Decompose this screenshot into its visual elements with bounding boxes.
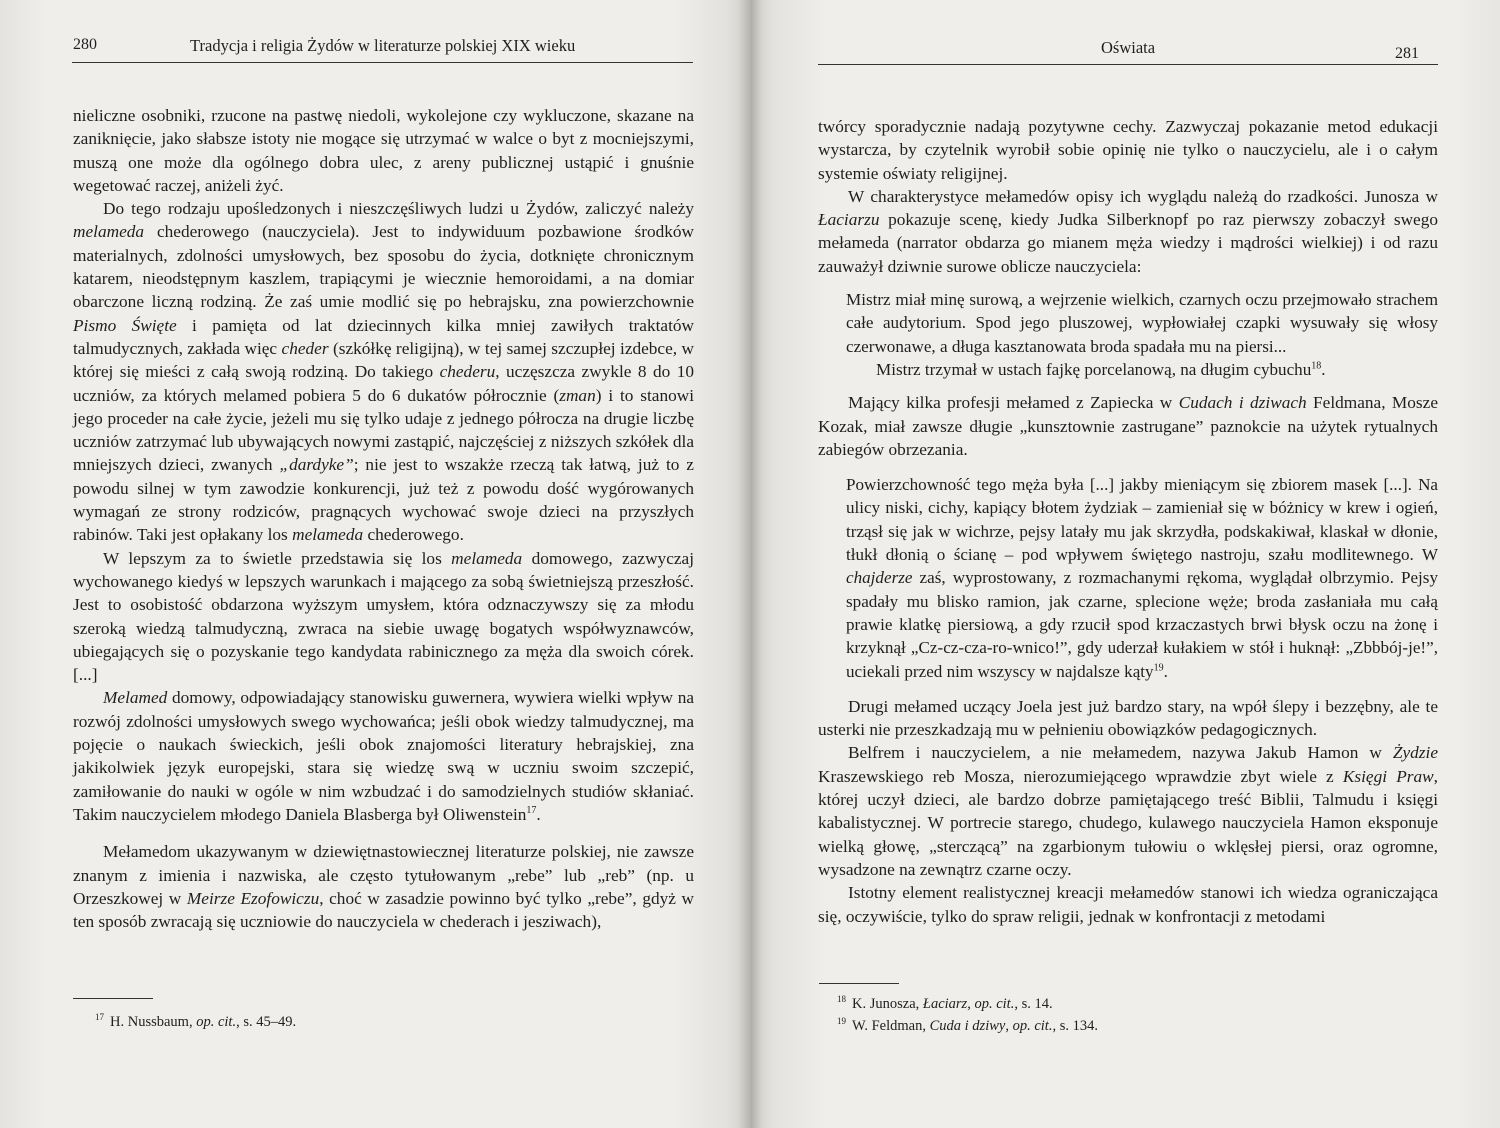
left-body bbox=[73, 104, 694, 933]
paragraph: twórcy sporadycznie nadają pozytywne cechy. Zazwyczaj pokazanie metod edukacji wystarcza, by czytelnik wyrobił sobie opinię nie tylko o nauczycielu, ale i o całym systemie oświaty religijnej. bbox=[818, 117, 1438, 183]
paragraph: W charakterystyce mełamedów opisy ich wyglądu należą do rzadkości. Junosza w Łaciarzu pokazuje scenę, kiedy Judka Silberknopf po raz pierwszy zobaczył swego mełameda (narrator obdarza go mianem męża wiedzy i mądrości wielkiej) i od razu zauważył dziwnie surowe oblicze nauczyciela: bbox=[818, 186, 1438, 276]
right-page-number: 281 bbox=[1395, 45, 1419, 62]
right-page bbox=[750, 0, 1500, 1128]
paragraph: Istotny element realistycznej kreacji mełamedów stanowi ich wiedza ograniczająca się, oczywiście, tylko do spraw religii, jednak w konfrontacji z metodami bbox=[818, 883, 1438, 926]
right-body bbox=[818, 115, 1438, 928]
footnote-rule bbox=[819, 983, 899, 984]
paragraph: Drugi mełamed uczący Joela jest już bardzo stary, na wpół ślepy i bezzębny, ale te usterki nie przeszkadzają mu w pełnieniu obowiązków pedagogicznych. bbox=[818, 696, 1438, 740]
footnote-rule bbox=[73, 998, 153, 999]
left-header-rule bbox=[72, 62, 693, 63]
footnote-ref: 17 bbox=[526, 805, 537, 817]
paragraph: Melamed domowy, odpowiadający stanowisku guwernera, wywiera wielki wpływ na rozwój zdolności umysłowych swego wychowańca; jeśli obok wiedzy talmudycznej, ma pojęcie o naukach świeckich, jeśli obok znajomości literatury hebrajskiej, zna jakikolwiek język europejski, stara się wiedzę swą w uczniu swoim szczepić, zamiłowanie do nauki w ogóle w nim wzbudzać i do samodzielnych studiów skłaniać. Takim nauczycielem młodego Daniela Blasberga był Oliwenstein$^{17}$. bbox=[73, 688, 694, 824]
block-quote: Mistrz miał minę surową, a wejrzenie wielkich, czarnych oczu przejmowało strachem całe audytorium. Spod jego pluszowej, wypłowiałej czapki wysuwały się włosy czerwonawe, a długa kasztanowata broda spadała mu na piersi... Mistrz trzymał w ustach fajkę porcelanową, na długim cybuchu$^{18}$. bbox=[846, 290, 1438, 379]
block-quote: Powierzchowność tego męża była [...] jakby mieniącym się zbiorem masek [...]. Na ulicy niski, cichy, kapiący błotem żydziak – zamieniał się w bóżnicy w krew i ogień, trząsł się jak w wichrze, pejsy latały mu jak skrzydła, podskakiwał, klaskał w dłonie, tłukł dłonią o ścianę – pod wpływem świętego nastroju, szału modlitewnego. W chajderze zaś, wyprostowany, z rozmachanymi rękoma, wyglądał olbrzymio. Pejsy spadały mu blisko ramion, jak czarne, splecione węże; broda zasłaniała mu całą prawie klatkę piersiową, a gdy rzucił spod krzaczastych brwi błysk oczu na żonę i krzyknął „Cz-cz-cza-ro-wnico!”, gdy uderzał kułakiem w stół i huknął: „Zbbbój-je!”, uciekali przed nim wszyscy w najdalsze kąty$^{19}$. bbox=[846, 475, 1438, 681]
footnote-ref: 18 bbox=[1311, 360, 1322, 372]
right-header-rule bbox=[818, 64, 1438, 65]
paragraph: nieliczne osobniki, rzucone na pastwę niedoli, wykolejone czy wykluczone, skazane na zaniknięcie, jako słabsze istoty nie mogące się utrzymać w walce o byt z mocniejszymi, muszą one może dla ogólnego dobra ulec, z areny publicznej ustąpić i gnuśnie wegetować raczej, aniżeli żyć. bbox=[73, 106, 694, 195]
paragraph: Belfrem i nauczycielem, a nie mełamedem, nazywa Jakub Hamon w Żydzie Kraszewskiego reb Mosza, nierozumiejącego wprawdzie zbyt wiele z Księgi Praw, której uczył dzieci, ale bardzo dobrze pamiętającego treść Biblii, Talmudu i księgi kabalistycznej. W portrecie starego, chudego, kulawego nauczyciela Hamon eksponuje wielką głowę, „sterczącą” na zgarbionym tułowiu o wklęsłej piersi, oraz ogromne, wysadzone na zewnątrz czarne oczy. bbox=[818, 743, 1438, 879]
paragraph: Do tego rodzaju upośledzonych i nieszczęśliwych ludzi u Żydów, zaliczyć należy melameda chederowego (nauczyciela). Jest to indywiduum pozbawione środków materialnych, zdolności umysłowych, bez sposobu do życia, dotknięte chronicznym katarem, nieodstępnym kaszlem, trapiącymi je wiecznie hemoroidami, a na domiar obarczone liczną rodziną. Że zaś umie modlić się po hebrajsku, zna powierzchownie Pismo Święte i pamięta od lat dziecinnych kilka mniej zawiłych traktatów talmudycznych, zakłada więc cheder (szkółkę religijną), w tej samej szczupłej izdebce, w której się mieści z całą swoją rodziną. Do takiego chederu, uczęszcza zwykle 8 do 10 uczniów, za których melamed pobiera 5 do 6 dukatów półrocznie (zman) i to stanowi jego proceder na całe życie, jeżeli mu się tylko udaje z jednego półrocza na drugie liczbę uczniów zatrzymać lub ubywających nowymi zastąpić, najczęściej z niższych szkółek dla mniejszych dzieci, zwanych „dardyke”; nie jest to wszakże rzeczą tak łatwą, już to z powodu silnej w tym zawodzie konkurencji, już też z powodu dość wygórowanych wymagań ze strony rodziców, pragnących wychować swoje dzieci na przyszłych rabinów. Taki jest opłakany los melameda chederowego. bbox=[73, 199, 695, 545]
left-running-head: Tradycja i religia Żydów w literaturze polskiej XIX wieku bbox=[190, 36, 576, 55]
footnote-18: $^{18}$ K. Junosza, Łaciarz, op. cit., s. 14. bbox=[837, 994, 1053, 1012]
paragraph: Mełamedom ukazywanym w dziewiętnastowiecznej literaturze polskiej, nie zawsze znanym z imienia i nazwiska, ale często tytułowanym „rebe” lub „reb” (np. u Orzeszkowej w Meirze Ezofowiczu, choć w zasadzie powinno być tylko „rebe”, gdyż w ten sposób zwracają się uczniowie do nauczyciela w chederach i jesziwach), bbox=[73, 842, 694, 932]
footnote-19: $^{19}$ W. Feldman, Cuda i dziwy, op. cit., s. 134. bbox=[837, 1016, 1098, 1034]
paragraph: W lepszym za to świetle przedstawia się los melameda domowego, zazwyczaj wychowanego kiedyś w lepszych warunkach i mającego za sobą świetniejszą przeszłość. Jest to osobistość obdarzona wyższym umysłem, która odznaczywszy się za młodu szeroką wiedzą talmudyczną, zwraca na siebie uwagę bogatych współwyznawców, ubiegających się o pozyskanie tego kandydata rabinicznego za męża dla swoich córek. [...] bbox=[73, 548, 694, 685]
book-gutter bbox=[738, 0, 762, 1128]
paragraph: Mający kilka profesji mełamed z Zapiecka w Cudach i dziwach Feldmana, Mosze Kozak, miał zawsze długie „kunsztownie zastrugane” paznokcie na użytek rytualnych zabiegów obrzezania. bbox=[818, 393, 1438, 459]
right-running-head: Oświata bbox=[1101, 38, 1156, 57]
left-page-number: 280 bbox=[73, 36, 97, 53]
footnote-ref: 19 bbox=[1153, 661, 1164, 673]
footnote-17: $^{17}$ H. Nussbaum, op. cit., s. 45–49. bbox=[95, 1012, 297, 1030]
